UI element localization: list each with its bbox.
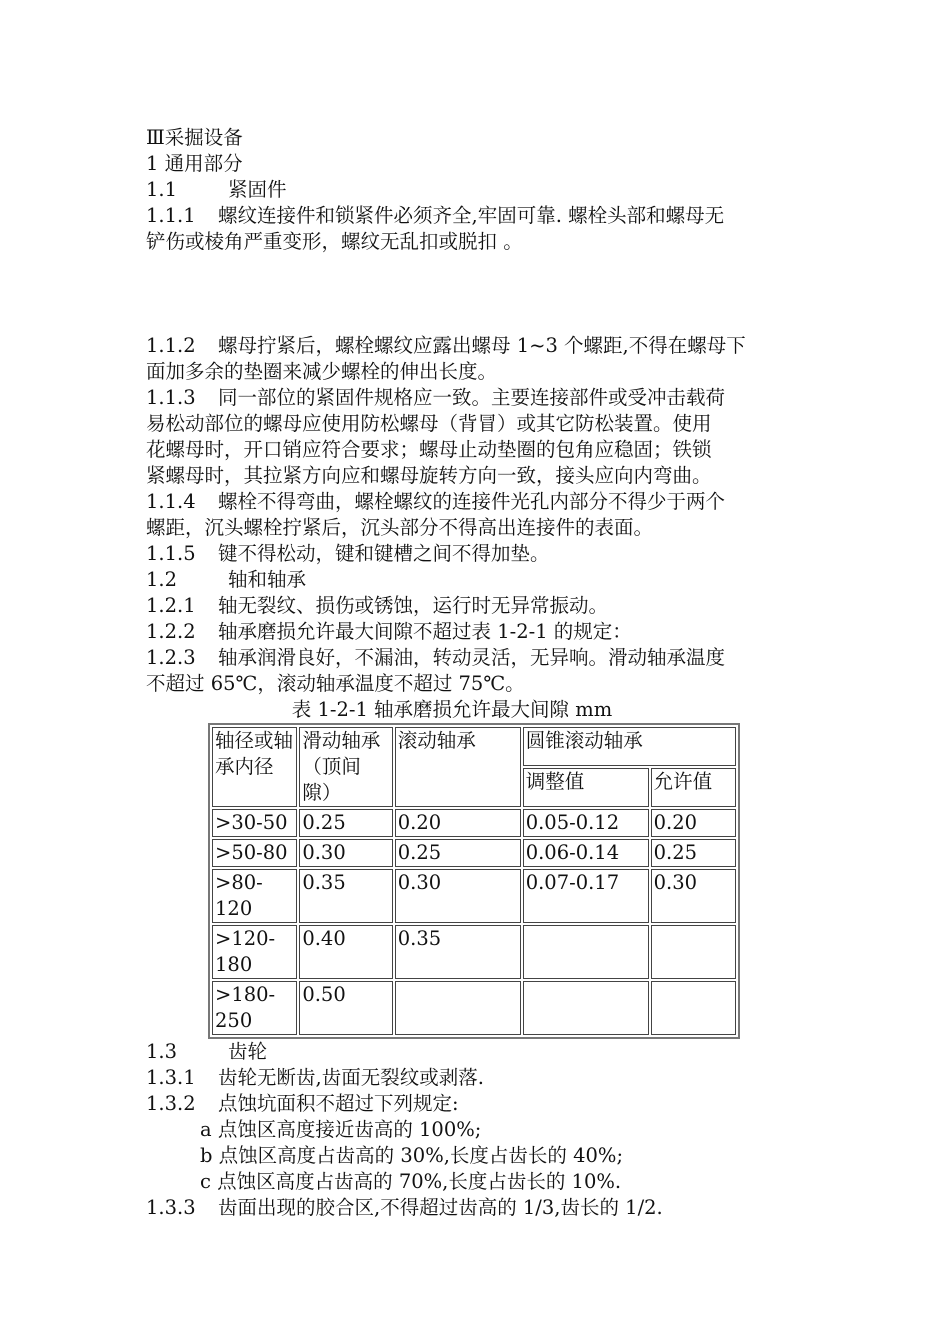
cell-diameter: >30-50 xyxy=(212,809,297,837)
clause-1-1-4-cont: 螺距，沉头螺栓拧紧后，沉头部分不得高出连接件的表面。 xyxy=(146,516,654,539)
header-adjust: 调整值 xyxy=(523,768,649,807)
clause-1-3-1 xyxy=(146,1065,806,1091)
clause-text: 轴承润滑良好，不漏油，转动灵活，无异响。滑动轴承温度 xyxy=(218,646,726,669)
clause-1-2-3-cont: 不超过 65℃，滚动轴承温度不超过 75℃。 xyxy=(146,672,525,695)
table-row xyxy=(212,809,736,837)
table-header-row xyxy=(212,727,736,766)
clause-1-1-3-cont2: 花螺母时，开口销应符合要求；螺母止动垫圈的包角应稳固；铁锁 xyxy=(146,438,712,461)
clause-number: 1.1.1 xyxy=(146,204,196,227)
cell-allow xyxy=(651,981,736,1035)
cell-sliding: 0.25 xyxy=(299,809,392,837)
cell-allow xyxy=(651,925,736,979)
clause-1-2-2 xyxy=(146,619,806,645)
clause-number: 1.3.1 xyxy=(146,1066,196,1089)
clause-number: 1.3.2 xyxy=(146,1092,196,1115)
section-1-3 xyxy=(146,1039,806,1065)
clause-text: 键不得松动，键和键槽之间不得加垫。 xyxy=(218,542,550,565)
section-number: 1.3 xyxy=(146,1040,178,1063)
section-heading: 1 通用部分 xyxy=(146,152,243,175)
clause-1-1-1 xyxy=(146,203,806,229)
table-row xyxy=(212,981,736,1035)
table-caption: 表 1-2-1 轴承磨损允许最大间隙 mm xyxy=(291,698,613,721)
clause-1-1-3 xyxy=(146,385,806,411)
cell-allow: 0.30 xyxy=(651,869,736,923)
cell-adjust xyxy=(523,981,649,1035)
cell-adjust xyxy=(523,925,649,979)
header-diameter: 轴径或轴承内径 xyxy=(212,727,297,807)
list-item: a 点蚀区高度接近齿高的 100%; xyxy=(200,1118,482,1141)
section-title: 齿轮 xyxy=(228,1040,268,1063)
clause-1-1-2-cont: 面加多余的垫圈来减少螺栓的伸出长度。 xyxy=(146,360,498,383)
list-item: c 点蚀区高度占齿高的 70%,长度占齿长的 10%. xyxy=(200,1170,622,1193)
clause-text: 齿轮无断齿,齿面无裂纹或剥落. xyxy=(218,1066,484,1089)
table-row xyxy=(212,839,736,867)
clause-number: 1.1.4 xyxy=(146,490,196,513)
table-row xyxy=(212,869,736,923)
clause-1-3-2 xyxy=(146,1091,806,1117)
cell-rolling: 0.25 xyxy=(395,839,521,867)
clause-1-1-5 xyxy=(146,541,806,567)
cell-diameter: >120-180 xyxy=(212,925,297,979)
clause-text: 螺母拧紧后，螺栓螺纹应露出螺母 1~3 个螺距,不得在螺母下 xyxy=(218,334,746,357)
bearing-clearance-table xyxy=(208,723,740,1039)
blank-space xyxy=(146,255,806,333)
table-row xyxy=(212,925,736,979)
cell-allow: 0.25 xyxy=(651,839,736,867)
section-title: 紧固件 xyxy=(228,178,287,201)
cell-sliding: 0.35 xyxy=(299,869,392,923)
cell-sliding: 0.30 xyxy=(299,839,392,867)
clause-1-3-3 xyxy=(146,1195,806,1221)
document-body xyxy=(146,125,806,1221)
cell-rolling: 0.20 xyxy=(395,809,521,837)
clause-text: 齿面出现的胶合区,不得超过齿高的 1/3,齿长的 1/2. xyxy=(218,1196,663,1219)
clause-1-1-3-cont1: 易松动部位的螺母应使用防松螺母（背冒）或其它防松装置。使用 xyxy=(146,412,712,435)
header-allow: 允许值 xyxy=(651,768,736,807)
section-1-2 xyxy=(146,567,806,593)
section-number: 1.2 xyxy=(146,568,178,591)
cell-sliding: 0.50 xyxy=(299,981,392,1035)
clause-text: 点蚀坑面积不超过下列规定: xyxy=(218,1092,459,1115)
clause-number: 1.1.5 xyxy=(146,542,196,565)
cell-rolling: 0.30 xyxy=(395,869,521,923)
section-1-1 xyxy=(146,177,806,203)
clause-text: 螺栓不得弯曲，螺栓螺纹的连接件光孔内部分不得少于两个 xyxy=(218,490,726,513)
clause-1-2-1 xyxy=(146,593,806,619)
section-title: 轴和轴承 xyxy=(228,568,307,591)
clause-text: 轴承磨损允许最大间隙不超过表 1-2-1 的规定： xyxy=(218,620,632,643)
cell-diameter: >50-80 xyxy=(212,839,297,867)
clause-text: 螺纹连接件和锁紧件必须齐全,牢固可靠. 螺栓头部和螺母无 xyxy=(218,204,725,227)
section-number: 1.1 xyxy=(146,178,178,201)
clause-text: 轴无裂纹、损伤或锈蚀，运行时无异常振动。 xyxy=(218,594,609,617)
clause-text: 同一部位的紧固件规格应一致。主要连接部件或受冲击载荷 xyxy=(218,386,726,409)
clause-number: 1.2.2 xyxy=(146,620,196,643)
clause-1-2-3 xyxy=(146,645,806,671)
cell-adjust: 0.06-0.14 xyxy=(523,839,649,867)
cell-sliding: 0.40 xyxy=(299,925,392,979)
header-sliding: 滑动轴承（顶间隙） xyxy=(299,727,392,807)
cell-rolling xyxy=(395,981,521,1035)
list-item: b 点蚀区高度占齿高的 30%,长度占齿长的 40%; xyxy=(200,1144,624,1167)
clause-number: 1.2.3 xyxy=(146,646,196,669)
cell-adjust: 0.05-0.12 xyxy=(523,809,649,837)
clause-number: 1.3.3 xyxy=(146,1196,196,1219)
header-rolling: 滚动轴承 xyxy=(395,727,521,807)
clause-1-1-3-cont3: 紧螺母时，其拉紧方向应和螺母旋转方向一致，接头应向内弯曲。 xyxy=(146,464,712,487)
clause-number: 1.2.1 xyxy=(146,594,196,617)
cell-allow: 0.20 xyxy=(651,809,736,837)
part-heading: Ⅲ采掘设备 xyxy=(146,126,243,149)
clause-number: 1.1.3 xyxy=(146,386,196,409)
cell-adjust: 0.07-0.17 xyxy=(523,869,649,923)
cell-diameter: >80-120 xyxy=(212,869,297,923)
clause-number: 1.1.2 xyxy=(146,334,196,357)
clause-1-1-4 xyxy=(146,489,806,515)
cell-diameter: >180-250 xyxy=(212,981,297,1035)
header-tapered: 圆锥滚动轴承 xyxy=(523,727,736,766)
clause-1-1-1-cont: 铲伤或棱角严重变形，螺纹无乱扣或脱扣 。 xyxy=(146,230,523,253)
cell-rolling: 0.35 xyxy=(395,925,521,979)
clause-1-1-2 xyxy=(146,333,806,359)
